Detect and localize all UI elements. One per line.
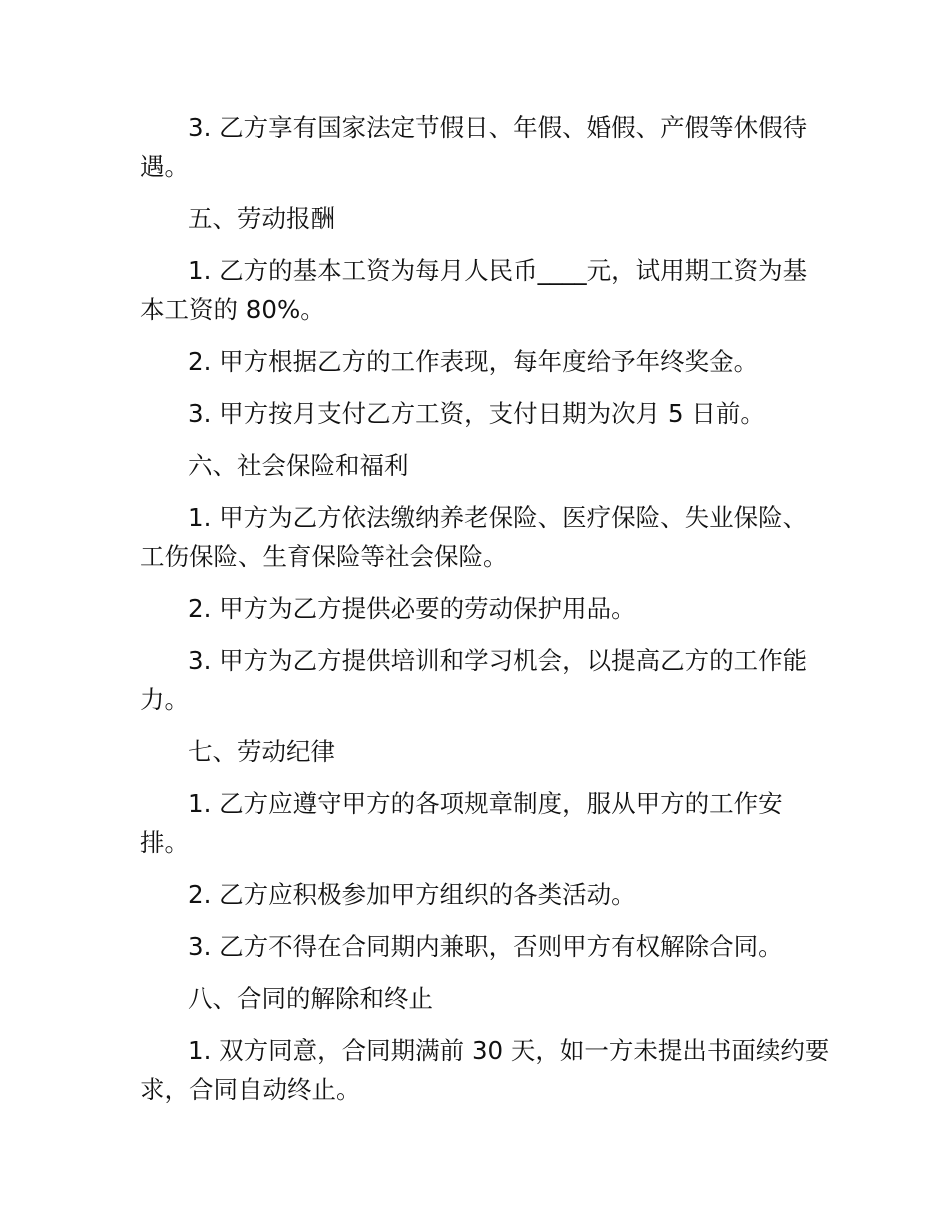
- section-heading-insurance: 六、社会保险和福利: [188, 451, 409, 480]
- clause-payment-date: 3. 甲方按月支付乙方工资，支付日期为次月 5 日前。: [188, 399, 765, 428]
- clause-auto-termination: 1. 双方同意，合同期满前 30 天，如一方未提出书面续约要求，合同自动终止。: [140, 1036, 830, 1104]
- clause-social-insurance: 1. 甲方为乙方依法缴纳养老保险、医疗保险、失业保险、工伤保险、生育保险等社会保险。: [140, 503, 808, 571]
- clause-rules-compliance: 1. 乙方应遵守甲方的各项规章制度，服从甲方的工作安排。: [140, 789, 783, 857]
- clause-training: 3. 甲方为乙方提供培训和学习机会，以提高乙方的工作能力。: [140, 646, 808, 714]
- section-heading-termination: 八、合同的解除和终止: [188, 984, 433, 1013]
- section-heading-discipline: 七、劳动纪律: [188, 737, 335, 766]
- clause-base-salary: 1. 乙方的基本工资为每月人民币____元，试用期工资为基本工资的 80%。: [140, 256, 808, 324]
- document-body: [140, 108, 830, 1122]
- clause-protective-equipment: 2. 甲方为乙方提供必要的劳动保护用品。: [188, 594, 636, 623]
- section-heading-remuneration: 五、劳动报酬: [188, 204, 335, 233]
- clause-leave-benefits: 3. 乙方享有国家法定节假日、年假、婚假、产假等休假待遇。: [140, 113, 808, 181]
- clause-activities: 2. 乙方应积极参加甲方组织的各类活动。: [188, 880, 636, 909]
- clause-year-end-bonus: 2. 甲方根据乙方的工作表现，每年度给予年终奖金。: [188, 347, 759, 376]
- clause-no-moonlighting: 3. 乙方不得在合同期内兼职，否则甲方有权解除合同。: [188, 932, 783, 961]
